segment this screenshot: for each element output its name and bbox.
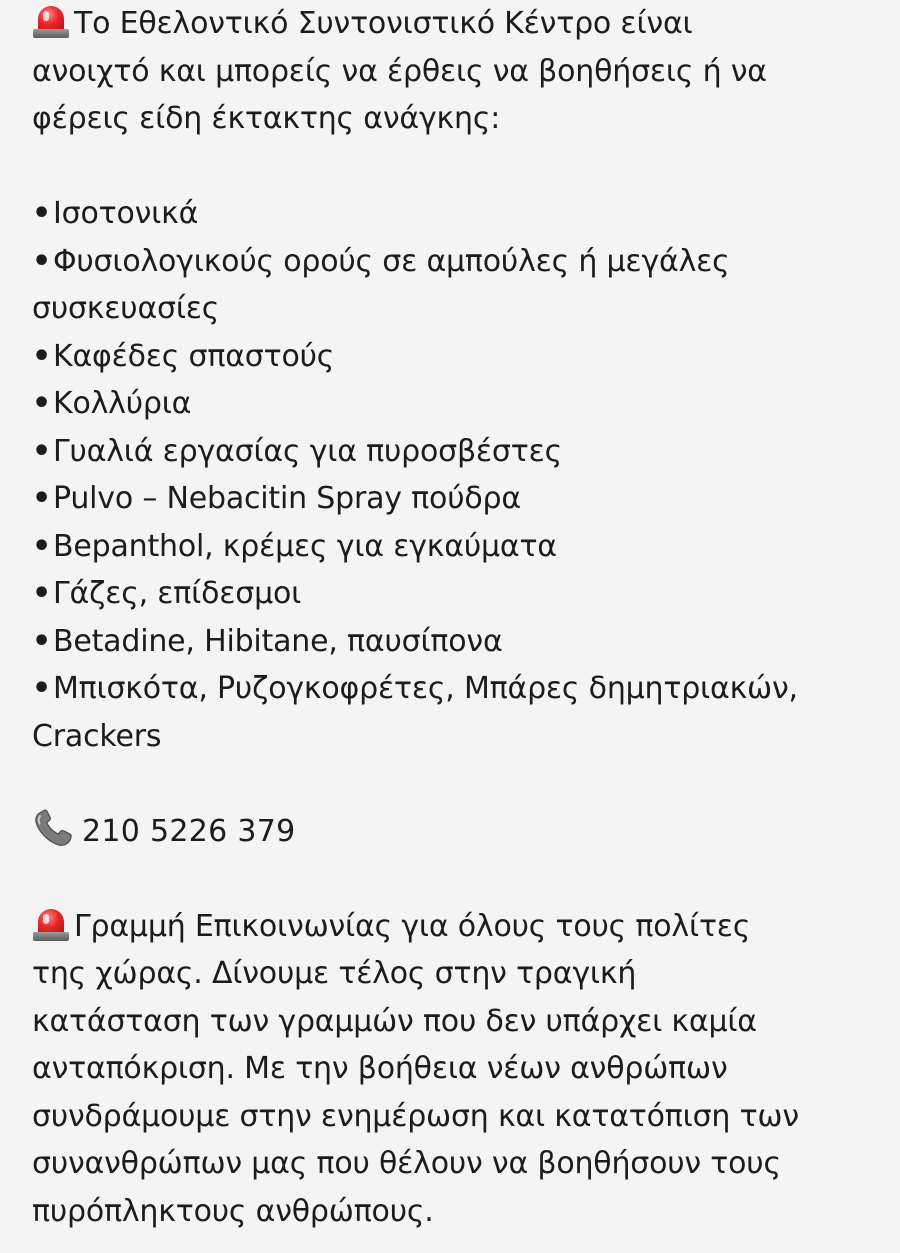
bullet: • [32, 576, 51, 611]
hotline-line: συνανθρώπων μας που θέλουν να βοηθήσουν τους [32, 1146, 781, 1181]
list-item [32, 428, 872, 476]
list-item-text: Pulvo – Nebacitin Spray πούδρα [52, 481, 521, 516]
list-item [32, 523, 872, 571]
list-item-text: Γυαλιά εργασίας για πυροσβέστες [52, 433, 563, 469]
list-item-continuation: Crackers [32, 718, 162, 754]
list-item-text: Φυσιολογικούς ορούς σε αμπούλες ή μεγάλες [52, 243, 730, 279]
hotline-line: ανταπόκριση. Με την βοήθεια νέων ανθρώπων [32, 1051, 728, 1086]
supplies-list [32, 190, 872, 760]
list-item [32, 618, 872, 666]
siren-icon [32, 3, 70, 39]
bullet: • [32, 623, 51, 659]
intro-line-text: Το Εθελοντικό Συντονιστικό Κέντρο είναι [74, 6, 693, 41]
list-item-text: Ισοτονικά [52, 196, 199, 231]
bullet: • [32, 386, 51, 421]
spacer [32, 760, 872, 808]
intro-paragraph [32, 0, 872, 143]
phone-icon [32, 809, 74, 849]
bullet: • [32, 671, 51, 706]
hotline-line: κατάσταση των γραμμών που δεν υπάρχει καμία [32, 1003, 757, 1039]
list-item [32, 380, 872, 428]
bullet: • [32, 433, 51, 469]
hotline-line: της χώρας. Δίνουμε τέλος στην τραγική [32, 956, 637, 991]
phone-line [32, 808, 872, 856]
list-item [32, 665, 872, 713]
spacer [32, 143, 872, 191]
intro-line: ανοιχτό και μπορείς να έρθεις να βοηθήσεις ή να [32, 53, 767, 89]
list-item-text: Γάζες, επίδεσμοι [52, 576, 302, 611]
hotline-line [32, 903, 872, 951]
intro-line [32, 0, 872, 48]
hotline-line-text: Γραμμή Επικοινωνίας για όλους τους πολίτες [74, 908, 751, 944]
phone-row [32, 808, 872, 856]
list-item-continuation: συσκευασίες [32, 291, 220, 326]
list-item-text: Betadine, Hibitane, παυσίπονα [52, 623, 503, 659]
list-item [32, 190, 872, 238]
list-item-text: Bepanthol, κρέμες για εγκαύματα [52, 528, 557, 564]
spacer [32, 855, 872, 903]
bullet: • [32, 528, 51, 564]
post-body [32, 0, 872, 1235]
phone-number[interactable]: 210 5226 379 [82, 813, 296, 849]
bullet: • [32, 338, 51, 374]
list-item-text: Μπισκότα, Ρυζογκοφρέτες, Μπάρες δημητριακών, [52, 671, 798, 706]
hotline-line: πυρόπληκτους ανθρώπους. [32, 1193, 434, 1229]
bullet: • [32, 196, 51, 231]
list-item-text: Κολλύρια [52, 386, 192, 421]
list-item [32, 238, 872, 286]
bullet: • [32, 243, 51, 279]
bullet: • [32, 481, 51, 516]
list-item [32, 475, 872, 523]
hotline-paragraph [32, 903, 872, 1236]
list-item-text: Καφέδες σπαστούς [52, 338, 335, 374]
intro-line: φέρεις είδη έκτακτης ανάγκης: [32, 101, 501, 136]
list-item [32, 570, 872, 618]
hotline-line: συνδράμουμε στην ενημέρωση και κατατόπιση των [32, 1098, 799, 1134]
list-item [32, 333, 872, 381]
siren-icon [32, 906, 70, 942]
